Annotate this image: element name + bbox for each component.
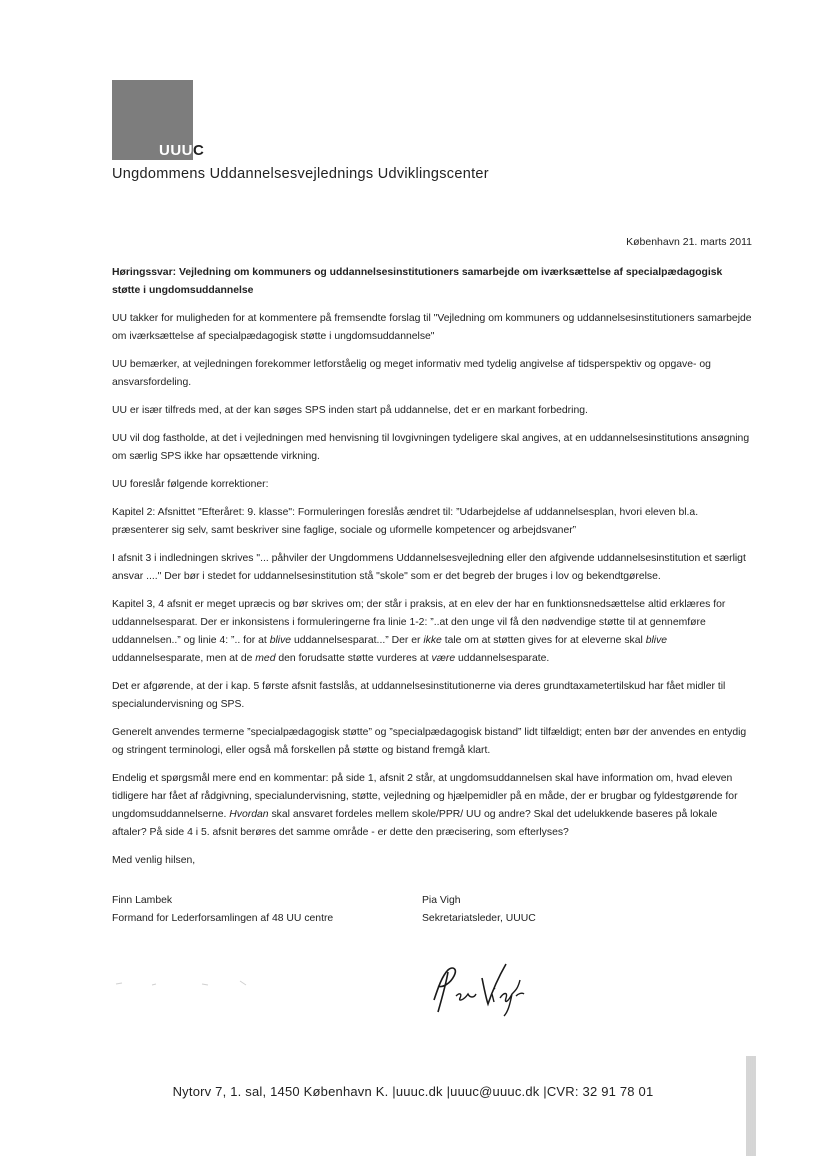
paragraph: Generelt anvendes termerne ”specialpædagogisk støtte” og ”specialpædagogisk bistand” lidt tilfældigt; enten bør der anvendes en entydig og stringent terminologi, eller også må forskellen på støtte og bistand fremgå klart. <box>112 727 747 756</box>
text-run: Endelig et spørgsmål mere end en kommentar: på side 1, afsnit 2 står, at ungdomsuddannelsen skal have information om, hvad eleven tidligere har fået af rådgivning, specialundervisning, støtte, vejledning og hjælpemidler på en måde, der er brugbar og fyldestgørende for ungdomsuddannelserne. <box>112 773 738 820</box>
handwritten-signature <box>428 958 528 1018</box>
closing: Med venlig hilsen, <box>112 855 196 866</box>
logo <box>159 142 204 160</box>
logo-text-white: UUU <box>159 142 193 159</box>
emphasis: Hvordan <box>229 809 269 820</box>
scan-artifact-lines <box>746 1056 756 1156</box>
text-run: skal ansvaret fordeles mellem skole/PPR/ UU og andre? Skal det udelukkende baseres på lokale aftaler? På side 4 i 5. afsnit berøres det samme område - er dette den præcisering, som efterlyses? <box>112 809 718 838</box>
signatory-left <box>112 892 422 928</box>
text-run: Kapitel 3, 4 afsnit er meget upræcis og bør skrives om; der står i praksis, at en elev der har en funktionsnedsættelse altid erklæres for uddannelsesparat. Der er inkonsistens i formuleringerne fra linie 1-2: ”..at den unge vil få den nødvendige støtte til at gennemføre uddannelsen..” og linie 4: ”.. for at <box>112 599 726 646</box>
signatory-right <box>422 892 732 928</box>
text-run: uddannelsesparate. <box>455 653 550 664</box>
organization-name: Ungdommens Uddannelsesvejlednings Udviklingscenter <box>112 166 489 182</box>
paragraph: UU er især tilfreds med, at der kan søges SPS inden start på uddannelse, det er en markant forbedring. <box>112 405 588 416</box>
footer-contact: Nytorv 7, 1. sal, 1450 København K. |uuuc.dk |uuuc@uuuc.dk |CVR: 32 91 78 01 <box>172 1084 654 1099</box>
text-run: uddannelsesparat...” Der er <box>291 635 424 646</box>
signatory-role: Formand for Lederforsamlingen af 48 UU centre <box>112 913 334 924</box>
signatory-name: Finn Lambek <box>112 895 173 906</box>
letter-body <box>112 264 752 928</box>
paragraph: I afsnit 3 i indledningen skrives "... påhviler der Ungdommens Uddannelsesvejledning eller den afgivende uddannelsesinstitution et særligt ansvar ...." Der bør i stedet for uddannelsesinstitution stå "skole" som er det begreb der bruges i lov og bekendtgørelse. <box>112 553 746 582</box>
paragraph: UU foreslår følgende korrektioner: <box>112 479 269 490</box>
emphasis: ikke <box>423 635 442 646</box>
paragraph: UU vil dog fastholde, at det i vejledningen med henvisning til lovgivningen tydeligere skal angives, at en uddannelsesinstitutions ansøgning om særlig SPS ikke har opsættende virkning. <box>112 433 750 462</box>
paragraph <box>112 596 752 668</box>
emphasis: med <box>255 653 276 664</box>
emphasis: blive <box>269 635 292 646</box>
letter-title: Høringssvar: Vejledning om kommuners og uddannelsesinstitutioners samarbejde om iværksættelse af specialpædagogisk støtte i ungdomsuddannelse <box>112 267 723 296</box>
paragraph: Det er afgørende, at der i kap. 5 første afsnit fastslås, at uddannelsesinstitutionerne via deres grundtaxametertilskud har fået midler til specialundervisning og SPS. <box>112 681 726 710</box>
paragraph <box>112 770 752 842</box>
faint-signature-mark <box>112 976 252 990</box>
emphasis: være <box>431 653 456 664</box>
paragraph: UU bemærker, at vejledningen forekommer letforståelig og meget informativ med tydelig angivelse af tidsperspektiv og opgave- og ansvarsfordeling. <box>112 359 711 388</box>
text-run: den forudsatte støtte vurderes at <box>275 653 432 664</box>
signatory-name: Pia Vigh <box>422 895 461 906</box>
paragraph: UU takker for muligheden for at kommentere på fremsendte forslag til "Vejledning om kommuners og uddannelsesinstitutioners samarbejde om iværksættelse af specialpædagogisk støtte i ungdomsuddannelse" <box>112 313 752 342</box>
text-run: tale om at støtten gives for at eleverne skal <box>441 635 646 646</box>
text-run: uddannelsesparate, men at de <box>112 653 256 664</box>
signatory-role: Sekretariatsleder, UUUC <box>422 913 536 924</box>
letter-date: København 21. marts 2011 <box>626 236 752 248</box>
signature-block <box>112 892 752 928</box>
logo-text-dark: C <box>193 142 205 159</box>
emphasis: blive <box>645 635 668 646</box>
paragraph: Kapitel 2: Afsnittet "Efteråret: 9. klasse": Formuleringen foreslås ændret til: ”Udarbejdelse af uddannelsesplan, hvori eleven bl.a. præsenterer sig selv, samt beskriver sine faglige, sociale og uformelle kompetencer og arbejdsvaner” <box>112 507 699 536</box>
